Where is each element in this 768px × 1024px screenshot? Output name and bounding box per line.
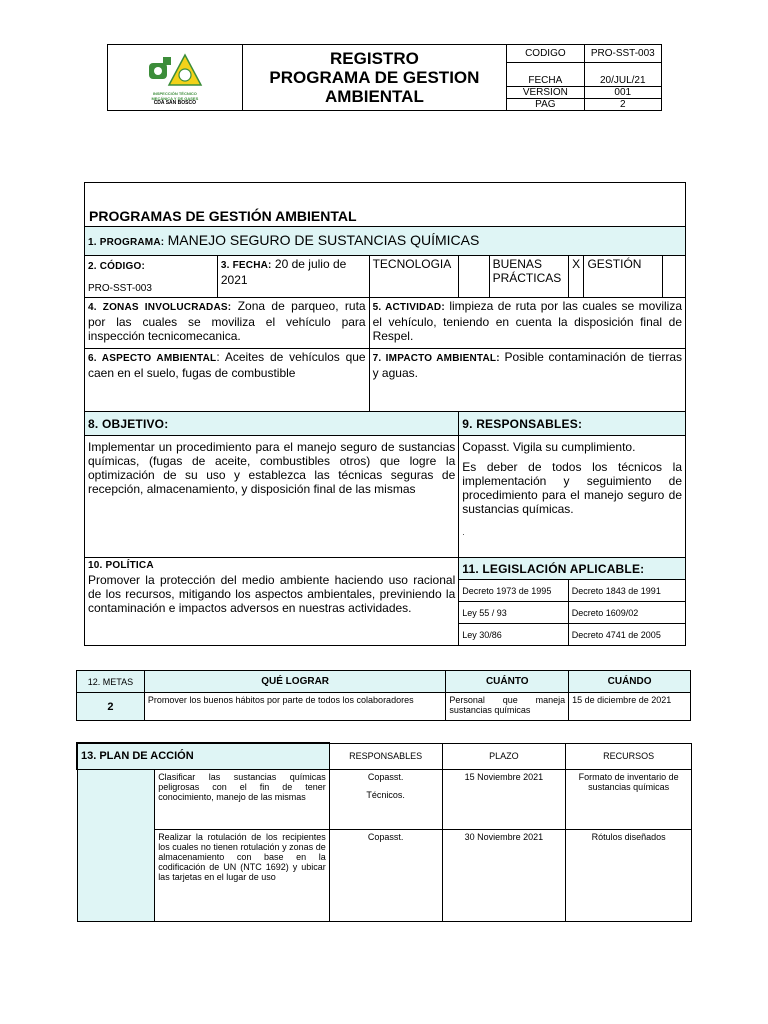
fecha-label: 3. FECHA: [220,260,272,271]
cuanto-label: CUÁNTO [446,671,569,693]
plan-responsable: Copasst. [367,831,404,842]
title-line-2: PROGRAMA DE GESTION [269,68,480,87]
actividad-label: 5. ACTIVIDAD: [372,302,445,313]
impacto-value: Posible contaminación de tierras y aguas. [372,350,682,380]
actividad-cell [369,298,685,349]
cuando-value: 15 de diciembre de 2021 [569,693,691,721]
cuanto-value: Personal que maneja sustancias químicas [446,693,569,721]
plan-side-cell [77,769,155,921]
title-line-1: REGISTRO [330,49,419,68]
zonas-cell [85,298,370,349]
que-lograr-value: Promover los buenos hábitos por parte de todos los colaboradores [144,693,445,721]
politica-value: Promover la protección del medio ambiente haciendo uso racional de los recursos, mitigando los aspectos ambientales, previniendo la contaminación e impactos adversos en nuestras actividades. [88,573,456,615]
legislacion-item: Ley 55 / 93 [459,602,569,624]
responsables-p2: Es deber de todos los técnicos la implementación y seguimiento de procedimiento para el manejo seguro de sustancias químicas. [462,460,682,516]
legislacion-item: Ley 30/86 [459,624,569,646]
fecha-label: FECHA [507,63,584,87]
company-logo-icon [145,51,205,91]
politica-cell [85,558,459,646]
plan-plazo-label: PLAZO [442,743,566,769]
pag-value: 2 [584,99,661,111]
codigo-value: PRO-SST-003 [88,283,152,294]
legislacion-label: 11. LEGISLACIÓN APLICABLE: [459,558,686,580]
programa-value: MANEJO SEGURO DE SUSTANCIAS QUÍMICAS [167,231,480,248]
pag-label: PAG [507,99,584,111]
impacto-label: 7. IMPACTO AMBIENTAL: [372,353,500,364]
plan-responsables-label: RESPONSABLES [329,743,442,769]
plan-label: 13. PLAN DE ACCIÓN [77,743,329,769]
version-value: 001 [584,87,661,99]
plan-recursos: Formato de inventario de sustancias químicas [566,769,692,829]
section-title-cell [85,183,686,227]
impacto-cell [369,349,685,412]
plan-plazo: 15 Noviembre 2021 [442,769,566,829]
actividad-value: limpieza de ruta por las cuales se moviliza el vehículo, teniendo en cuenta la disposición final de Respel. [372,299,683,343]
logo-text [108,91,242,106]
title-line-3: AMBIENTAL [325,87,424,106]
header-title-cell [242,45,506,111]
responsables-p1: Copasst. Vigila su cumplimiento. [462,440,636,454]
logo-line-2: MECÁNICA Y DE GASES [151,96,199,101]
que-lograr-label: QUÉ LOGRAR [144,671,445,693]
fecha-value: 20 de julio de 2021 [220,257,347,287]
responsables-dot: . [462,528,465,537]
plan-plazo: 30 Noviembre 2021 [442,829,566,921]
logo-line-3: CDA SAN BOSCO [153,100,197,106]
buenas-practicas-label: BUENAS PRÁCTICAS [489,256,568,298]
metas-label: 12. METAS [77,671,145,693]
aspecto-cell [85,349,370,412]
version-label: VERSION [507,87,584,99]
logo-line-1: INSPECCIÓN TÉCNICO [152,91,197,96]
plan-responsable: Copasst. [367,771,404,782]
plan-responsables-cell [329,829,442,921]
tecnologia-label: TECNOLOGIA [369,256,459,298]
responsables-cell [459,436,686,558]
document-header [107,44,662,111]
tecnologia-box[interactable] [459,256,489,298]
fecha-cell [217,256,369,298]
program-form [84,182,686,646]
responsables-label: 9. RESPONSABLES: [459,412,686,436]
meta-number: 2 [77,693,145,721]
codigo-label: CODIGO [507,45,584,63]
plan-accion-text: Clasificar las sustancias químicas peligrosas con el fin de tener conocimiento, manejo de las mismas [155,769,330,829]
codigo-value: PRO-SST-003 [584,45,661,63]
programa-cell [85,227,686,256]
zonas-value: Zona de parqueo, ruta por las cuales se moviliza el vehículo para inspección tecnicomecanica. [88,299,366,343]
objetivo-label: 8. OBJETIVO: [85,412,459,436]
legislacion-item: Decreto 1609/02 [568,602,685,624]
politica-label: 10. POLÍTICA [88,560,154,571]
buenas-practicas-mark[interactable]: X [568,256,584,298]
objetivo-value: Implementar un procedimiento para el manejo seguro de sustancias químicas, (fugas de aceite, combustibles otros) que logre la optimización de su uso y establezca las técnicas seguras de recepción, almacenamiento, y disposición final de las mismas [85,436,459,558]
codigo-label: 2. CÓDIGO: [88,261,146,272]
plan-accion-text: Realizar la rotulación de los recipientes los cuales no tienen rotulación y zonas de almacenamiento con base en la codificación de UN (NTC 1692) y ubicar las tarjetas en el lugar de uso [155,829,330,921]
cuando-label: CUÁNDO [569,671,691,693]
programa-label: 1. PROGRAMA: [88,236,165,248]
codigo-cell [85,256,218,298]
aspecto-value: : Aceites de vehículos que caen en el suelo, fugas de combustible [88,350,366,380]
metas-table [76,670,691,721]
aspecto-label: 6. ASPECTO AMBIENTAL [88,353,217,364]
legislacion-item: Decreto 1973 de 1995 [459,580,569,602]
plan-recursos-label: RECURSOS [566,743,692,769]
plan-responsables-cell [329,769,442,829]
legislacion-item: Decreto 1843 de 1991 [568,580,685,602]
plan-responsable-2: Técnicos. [366,789,405,800]
gestion-label: GESTIÓN [584,256,662,298]
plan-accion-table [76,742,692,922]
fecha-value: 20/JUL/21 [584,63,661,87]
logo-cell [108,45,243,111]
section-title: PROGRAMAS DE GESTIÓN AMBIENTAL [89,208,357,224]
plan-recursos: Rótulos diseñados [566,829,692,921]
legislacion-item: Decreto 4741 de 2005 [568,624,685,646]
zonas-label: 4. ZONAS INVOLUCRADAS: [88,302,232,313]
gestion-box[interactable] [662,256,685,298]
